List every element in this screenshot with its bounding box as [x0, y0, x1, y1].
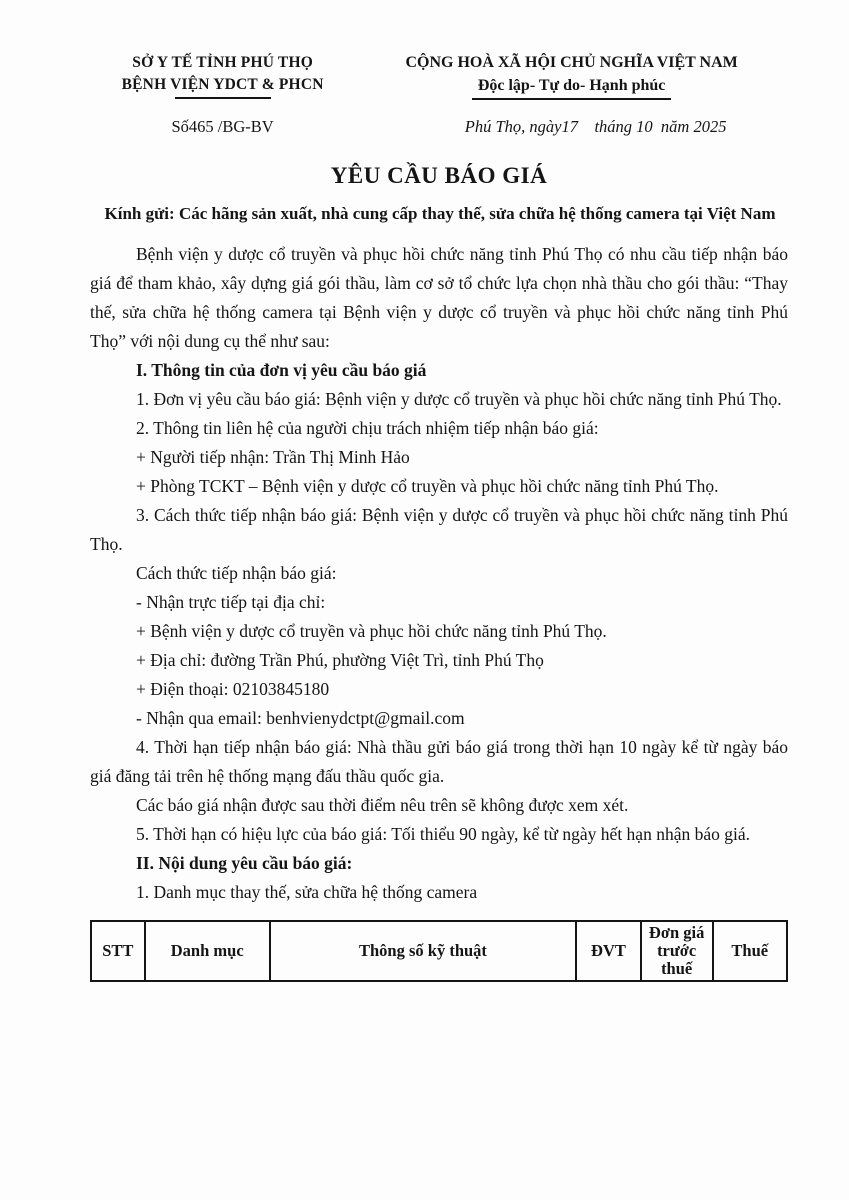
paragraph-item-list-intro: 1. Danh mục thay thế, sửa chữa hệ thống camera: [136, 882, 478, 902]
national-title: CỘNG HOÀ XÃ HỘI CHỦ NGHĨA VIỆT NAM: [405, 54, 738, 71]
table-header-thue: Thuế: [713, 921, 788, 981]
paragraph-direct-receive: - Nhận trực tiếp tại địa chỉ:: [136, 592, 326, 612]
paragraph-hospital-name: + Bệnh viện y dược cổ truyền và phục hồi chức năng tỉnh Phú Thọ.: [136, 621, 607, 641]
greeting-line: Kính gửi: Các hãng sản xuất, nhà cung cấp thay thế, sửa chữa hệ thống camera tại Việt Nam: [104, 204, 776, 223]
table-header-dvt: ĐVT: [576, 921, 641, 981]
intro-paragraph: Bệnh viện y dược cổ truyền và phục hồi chức năng tỉnh Phú Thọ có nhu cầu tiếp nhận báo giá để tham khảo, xây dựng giá gói thầu, làm cơ sở tổ chức lựa chọn nhà thầu cho gói thầu: “Thay thế, sửa chữa hệ thống camera tại Bệnh viện y dược cổ truyền và phục hồi chức năng tỉnh Phú Thọ” với nội dung cụ thể như sau:: [90, 244, 788, 351]
paragraph-receiver-dept: + Phòng TCKT – Bệnh viện y dược cổ truyền và phục hồi chức năng tỉnh Phú Thọ.: [136, 476, 719, 496]
paragraph-receive-method: 3. Cách thức tiếp nhận báo giá: Bệnh viện y dược cổ truyền và phục hồi chức năng tỉnh Phú Thọ.: [90, 505, 788, 554]
table-header-thong-so: Thông số kỹ thuật: [270, 921, 576, 981]
national-header-block: [355, 52, 788, 100]
paragraph-requesting-unit: 1. Đơn vị yêu cầu báo giá: Bệnh viện y dược cổ truyền và phục hồi chức năng tỉnh Phú Thọ.: [136, 389, 782, 409]
paragraph-address: + Địa chỉ: đường Trần Phú, phường Việt Trì, tỉnh Phú Thọ: [136, 650, 544, 670]
national-motto: Độc lập- Tự do- Hạnh phúc: [472, 75, 672, 100]
document-header: [90, 52, 788, 100]
paragraph-validity: 5. Thời hạn có hiệu lực của báo giá: Tối thiểu 90 ngày, kể từ ngày hết hạn nhận báo giá.: [136, 824, 750, 844]
table-header-don-gia: Đơn giá trước thuế: [641, 921, 713, 981]
document-body: [90, 240, 788, 907]
paragraph-contact-info: 2. Thông tin liên hệ của người chịu trách nhiệm tiếp nhận báo giá:: [136, 418, 599, 438]
document-number: Số465 /BG-BV: [171, 117, 274, 136]
section-1-heading: I. Thông tin của đơn vị yêu cầu báo giá: [136, 360, 427, 380]
org-parent-name: SỞ Y TẾ TỈNH PHÚ THỌ: [132, 54, 313, 71]
paragraph-receive-method-label: Cách thức tiếp nhận báo giá:: [136, 563, 337, 583]
table-header-row: [91, 921, 787, 981]
paragraph-email: - Nhận qua email: benhvienydctpt@gmail.com: [136, 708, 465, 728]
org-name: BỆNH VIỆN YDCT & PHCN: [121, 76, 324, 93]
issue-date: Phú Thọ, ngày17 tháng 10 năm 2025: [464, 117, 727, 136]
table-header-danh-muc: Danh mục: [145, 921, 270, 981]
paragraph-phone: + Điện thoại: 02103845180: [136, 679, 330, 699]
document-meta-row: [90, 117, 788, 137]
paragraph-deadline: 4. Thời hạn tiếp nhận báo giá: Nhà thầu gửi báo giá trong thời hạn 10 ngày kể từ ngày báo giá đăng tải trên hệ thống mạng đấu thầu quốc gia.: [90, 737, 788, 786]
paragraph-receiver-name: + Người tiếp nhận: Trần Thị Minh Hảo: [136, 447, 410, 467]
org-underline: [175, 97, 271, 99]
section-2-heading: II. Nội dung yêu cầu báo giá:: [136, 853, 353, 873]
document-title: YÊU CẦU BÁO GIÁ: [330, 163, 548, 188]
paragraph-late-note: Các báo giá nhận được sau thời điểm nêu trên sẽ không được xem xét.: [136, 795, 629, 815]
quotation-table: [90, 920, 788, 982]
table-header-stt: STT: [91, 921, 145, 981]
issuing-org-block: [90, 52, 355, 100]
